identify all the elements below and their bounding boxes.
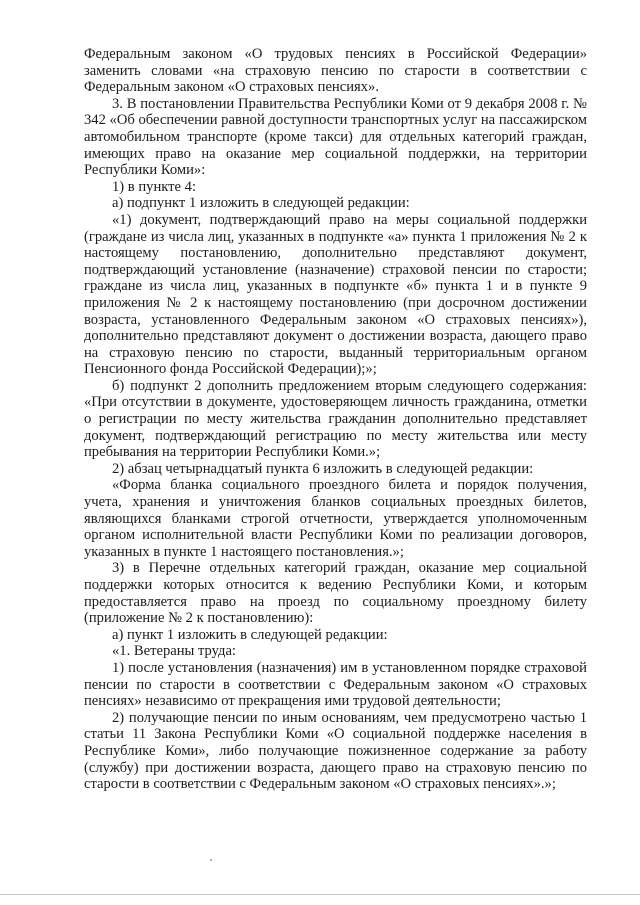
paragraph-quote-2: «Форма бланка социального проездного билета и порядок получения, учета, хранения и уничтожения бланков социальных проездных билетов, являющихся бланками строгой отчетности, утверждается уполномоченным органом исполнительной власти Республики Коми по реализации договоров, указанных в пункте 1 настоящего постановления.»;: [84, 477, 587, 560]
document-body: [84, 46, 587, 793]
paragraph-veterans-2: 2) получающие пенсии по иным основаниям, чем предусмотрено частью 1 статьи 11 Закона Республики Коми «О социальной поддержке населения в Республике Коми», либо получающие пожизненное содержание за работу (службу) при достижении возраста, дающего право на страховую пенсию по старости в соответствии с Федеральным законом «О страховых пенсиях».»;: [84, 709, 587, 793]
paragraph-quote-veterans: «1. Ветераны труда:: [112, 643, 236, 660]
paragraph-continuation: Федеральным законом «О трудовых пенсиях в Российской Федерации» заменить словами «на страховую пенсию по старости в соответствии с Федеральным законом «О страховых пенсиях».: [84, 46, 587, 96]
paragraph-veterans-1: 1) после установления (назначения) им в установленном порядке страховой пенсии по старости в соответствии с Федеральным законом «О страховых пенсиях» независимо от прекращения ими трудовой деятельности;: [84, 659, 587, 710]
paragraph-subitem-3a: а) пункт 1 изложить в следующей редакции:: [112, 626, 388, 643]
paragraph-subitem-2: 2) абзац четырнадцатый пункта 6 изложить в следующей редакции:: [112, 460, 534, 477]
paragraph-subitem-1a: а) подпункт 1 изложить в следующей редакции:: [112, 195, 410, 212]
paragraph-item-3: 3. В постановлении Правительства Республики Коми от 9 декабря 2008 г. № 342 «Об обеспечении равной доступности транспортных услуг на пассажирском автомобильном транспорте (кроме такси) для отдельных категорий граждан, имеющих право на оказание мер социальной поддержки, на территории Республики Коми»:: [84, 95, 587, 179]
scan-speck: [210, 859, 212, 861]
paragraph-subitem-1b: б) подпункт 2 дополнить предложением вторым следующего содержания: «При отсутствии в документе, удостоверяющем личность гражданина, отметки о регистрации по месту жительства гражданин дополнительно представляет документ, подтверждающий регистрацию по месту жительства или месту пребывания на территории Республики Коми.»;: [84, 377, 587, 461]
page-bottom-edge: [0, 894, 640, 895]
paragraph-quote-1: «1) документ, подтверждающий право на меры социальной поддержки (граждане из числа лиц, указанных в подпункте «а» пункта 1 приложения № 2 к настоящему постановлению, дополнительно представляют документ, подтверждающий установление (назначение) страховой пенсии по старости; граждане из числа лиц, указанных в подпункте «б» пункта 1 и в пункте 9 приложения № 2 к настоящему постановлению (при досрочном достижении возраста, установленного Федеральным законом «О страховых пенсиях»), дополнительно представляют документ о достижении возраста, дающего право на страховую пенсию по старости, выданный территориальным органом Пенсионного фонда Российской Федерации);»;: [84, 211, 587, 378]
paragraph-subitem-1: 1) в пункте 4:: [112, 178, 197, 195]
paragraph-subitem-3: 3) в Перечне отдельных категорий граждан, оказание мер социальной поддержки которых относится к ведению Республики Коми, и которым предоставляется право на проезд по социальному проездному билету (приложение № 2 к постановлению):: [84, 560, 587, 627]
